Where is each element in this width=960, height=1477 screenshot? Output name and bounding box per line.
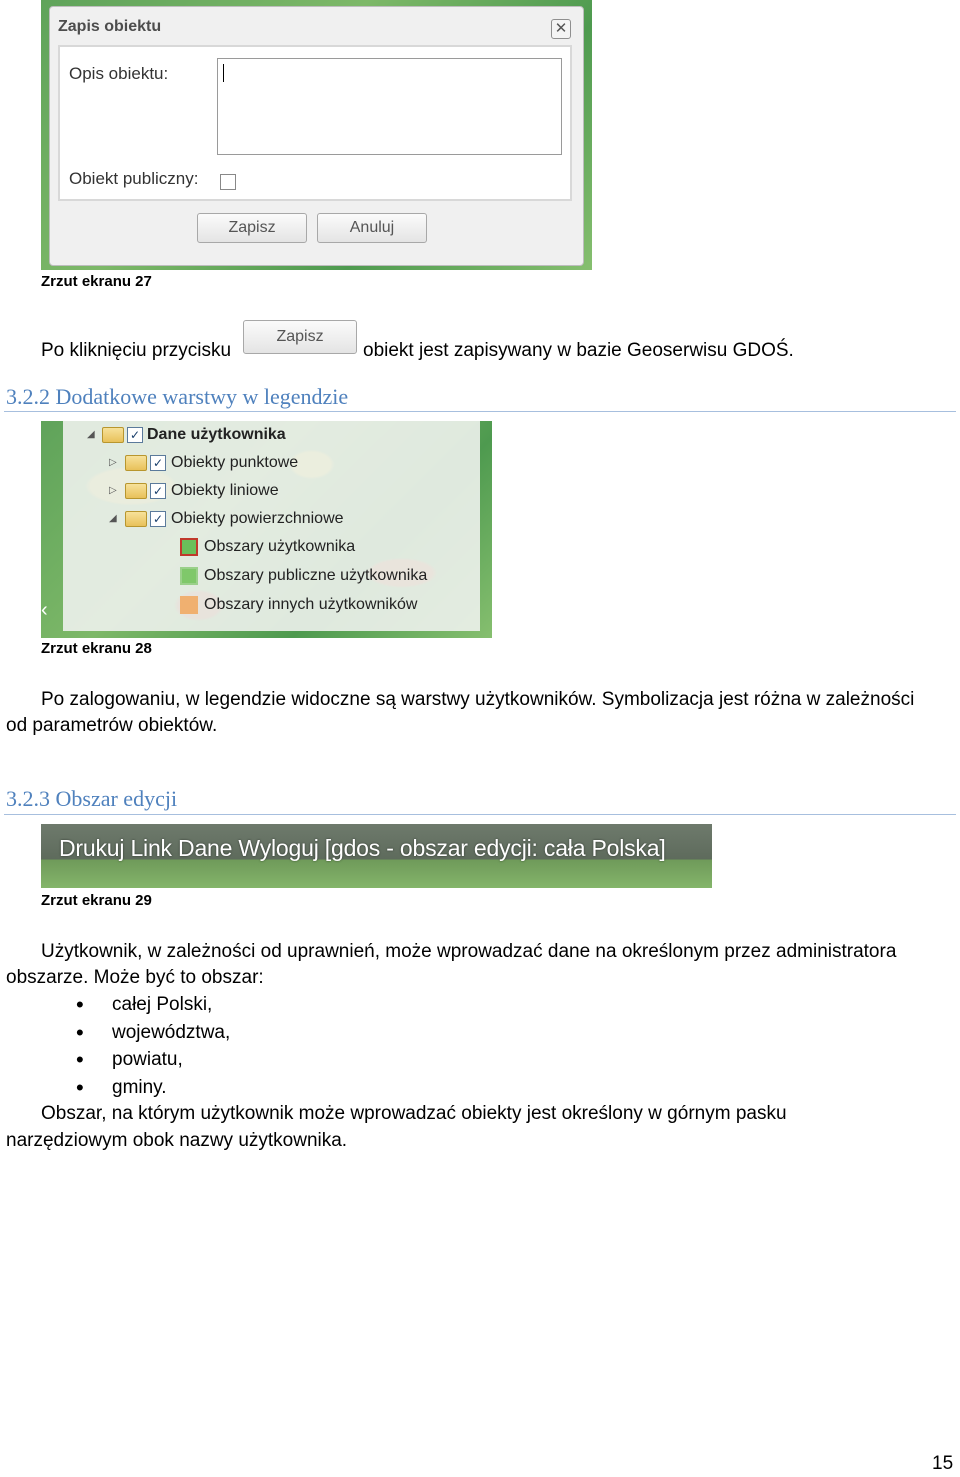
description-label: Opis obiektu: (69, 64, 169, 83)
checkbox-checked-icon[interactable]: ✓ (127, 427, 143, 443)
page-number: 15 (932, 1453, 954, 1474)
cancel-button[interactable]: Anuluj (317, 213, 427, 243)
legend-swatch (180, 567, 198, 585)
public-label: Obiekt publiczny: (69, 169, 199, 188)
checkbox-checked-icon[interactable]: ✓ (150, 483, 166, 499)
text-cursor (223, 64, 224, 82)
paragraph-3-line-4: narzędziowym obok nazwy użytkownika. (6, 1130, 348, 1151)
tree-item-label[interactable]: Obiekty liniowe (171, 482, 279, 499)
legend-swatch (180, 538, 198, 556)
folder-icon (125, 455, 147, 471)
legend-item-label: Obszary publiczne użytkownika (204, 567, 428, 584)
area-list (0, 991, 600, 1101)
screenshot-29-image (41, 824, 712, 888)
section-heading-3-2-2: 3.2.2 Dodatkowe warstwy w legendzie (6, 384, 349, 409)
checkbox-checked-icon[interactable]: ✓ (150, 455, 166, 471)
list-item: • województwa, (0, 1019, 600, 1047)
expanded-arrow-icon[interactable]: ◢ (87, 429, 95, 440)
paragraph-1-after: obiekt jest zapisywany w bazie Geoserwisu GDOŚ. (363, 340, 794, 361)
folder-icon (125, 511, 147, 527)
dialog-form-panel (58, 45, 572, 201)
tree-item-label[interactable]: Obiekty powierzchniowe (171, 510, 344, 527)
save-button[interactable]: Zapisz (197, 213, 307, 243)
folder-icon (102, 427, 124, 443)
caption-29: Zrzut ekranu 29 (41, 892, 152, 909)
folder-icon (125, 483, 147, 499)
description-textarea[interactable] (217, 58, 562, 155)
paragraph-2-line-1: Po zalogowaniu, w legendzie widoczne są warstwy użytkowników. Symbolizacja jest różna w zależności (41, 689, 915, 710)
chevron-left-icon[interactable]: ‹ (41, 599, 48, 621)
checkbox-checked-icon[interactable]: ✓ (150, 511, 166, 527)
paragraph-3-line-3: Obszar, na którym użytkownik może wprowadzać obiekty jest określony w górnym pasku (41, 1103, 787, 1124)
legend-swatch (180, 596, 198, 614)
caption-28: Zrzut ekranu 28 (41, 640, 152, 657)
list-item: • powiatu, (0, 1046, 600, 1074)
dialog-window (49, 6, 584, 266)
section-heading-3-2-3: 3.2.3 Obszar edycji (6, 786, 178, 811)
tree-item-label[interactable]: Dane użytkownika (147, 426, 286, 443)
inline-save-button: Zapisz (243, 320, 357, 354)
screenshot-28-image (41, 421, 492, 638)
collapsed-arrow-icon[interactable]: ▷ (109, 457, 117, 468)
list-item: • całej Polski, (0, 991, 600, 1019)
tree-item-label[interactable]: Obiekty punktowe (171, 454, 299, 471)
heading-rule (4, 814, 956, 815)
paragraph-1-before: Po kliknięciu przycisku (41, 340, 232, 361)
close-icon[interactable]: ✕ (551, 19, 571, 39)
public-checkbox[interactable] (220, 174, 236, 190)
paragraph-3-line-1: Użytkownik, w zależności od uprawnień, może wprowadzać dane na określonym przez administratora (41, 941, 897, 962)
paragraph-2-line-2: od parametrów obiektów. (6, 715, 218, 736)
expanded-arrow-icon[interactable]: ◢ (109, 513, 117, 524)
screenshot-27-image (41, 0, 592, 270)
legend-item-label: Obszary użytkownika (204, 538, 356, 555)
paragraph-3-line-2: obszarze. Może być to obszar: (6, 967, 264, 988)
toolbar-links[interactable]: Drukuj Link Dane Wyloguj [gdos - obszar edycji: cała Polska] (59, 835, 666, 861)
dialog-title: Zapis obiektu (58, 18, 162, 35)
list-item: • gminy. (0, 1074, 600, 1102)
legend-item-label: Obszary innych użytkowników (204, 596, 418, 613)
collapsed-arrow-icon[interactable]: ▷ (109, 485, 117, 496)
caption-27: Zrzut ekranu 27 (41, 273, 152, 290)
heading-rule (4, 411, 956, 412)
